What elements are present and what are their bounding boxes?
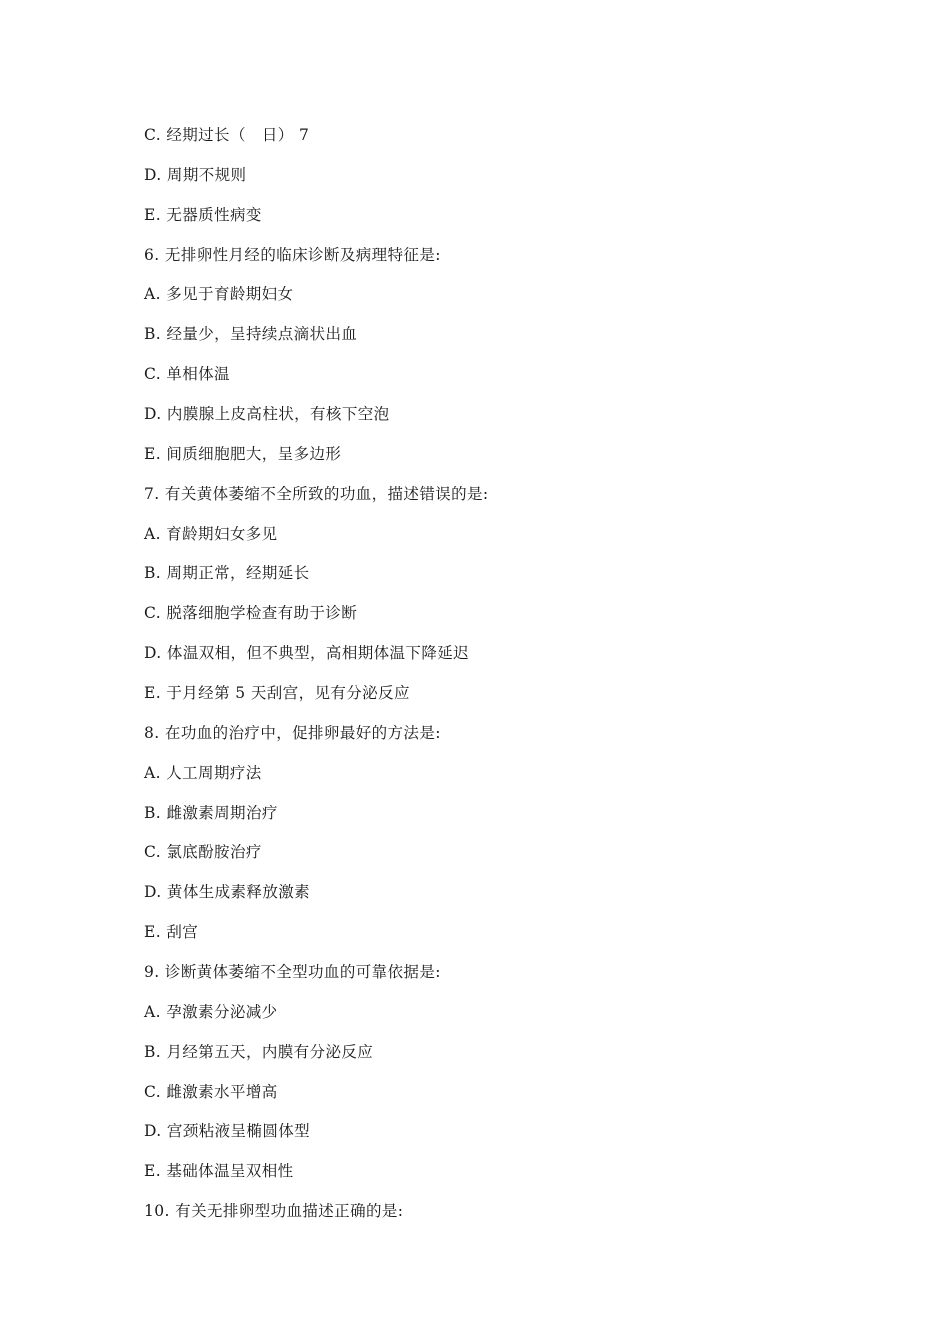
option-line: A. 多见于育龄期妇女 xyxy=(144,285,294,304)
option-line: D. 宫颈粘液呈椭圆体型 xyxy=(144,1122,311,1141)
question-line: 8. 在功血的治疗中，促排卵最好的方法是: xyxy=(144,723,441,742)
option-line: E. 无器质性病变 xyxy=(144,205,262,224)
option-line: B. 经量少，呈持续点滴状出血 xyxy=(144,325,358,344)
option-line: C. 经期过长（ 日） 7 xyxy=(144,126,310,144)
question-list xyxy=(144,122,489,1238)
question-line: 6. 无排卵性月经的临床诊断及病理特征是: xyxy=(144,245,441,264)
option-line: C. 单相体温 xyxy=(144,365,230,384)
option-line: A. 育龄期妇女多见 xyxy=(144,524,278,543)
question-line: 7. 有关黄体萎缩不全所致的功血，描述错误的是: xyxy=(144,484,489,503)
option-line: C. 氯底酚胺治疗 xyxy=(144,843,262,862)
option-line: E. 于月经第 5 天刮宫，见有分泌反应 xyxy=(144,684,410,703)
question-line: 10. 有关无排卵型功血描述正确的是: xyxy=(144,1202,404,1221)
option-line: B. 周期正常，经期延长 xyxy=(144,564,310,583)
option-line: C. 雌激素水平增高 xyxy=(144,1082,278,1101)
option-line: D. 周期不规则 xyxy=(144,165,247,184)
option-line: B. 月经第五天，内膜有分泌反应 xyxy=(144,1042,374,1061)
option-line: E. 刮宫 xyxy=(144,923,199,942)
option-line: A. 孕激素分泌减少 xyxy=(144,1002,278,1021)
option-line: D. 黄体生成素释放激素 xyxy=(144,883,311,902)
option-line: A. 人工周期疗法 xyxy=(144,763,262,782)
option-line: C. 脱落细胞学检查有助于诊断 xyxy=(144,604,358,623)
option-line: D. 体温双相，但不典型，高相期体温下降延迟 xyxy=(144,644,470,663)
option-line: E. 基础体温呈双相性 xyxy=(144,1162,294,1181)
option-line: D. 内膜腺上皮高柱状，有核下空泡 xyxy=(144,405,390,424)
question-line: 9. 诊断黄体萎缩不全型功血的可靠依据是: xyxy=(144,963,441,982)
option-line: B. 雌激素周期治疗 xyxy=(144,803,278,822)
option-line: E. 间质细胞肥大，呈多边形 xyxy=(144,444,342,463)
